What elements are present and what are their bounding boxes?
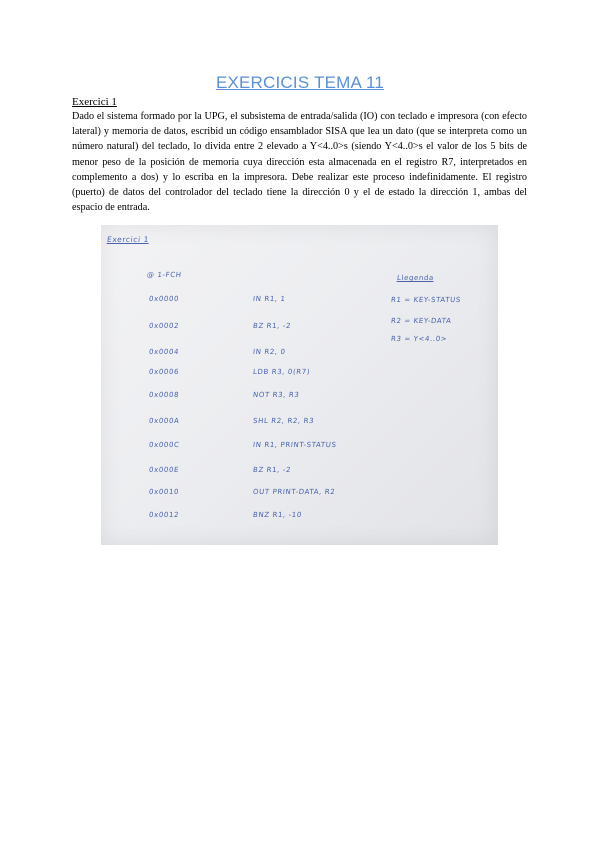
photo-instruction: BZ R1, -2: [252, 466, 292, 474]
photo-address: 0x000C: [148, 441, 180, 449]
photo-address: 0x0012: [148, 511, 180, 519]
photo-instruction: LDB R3, 0(R7): [252, 368, 311, 376]
photo-address: 0x0008: [148, 391, 180, 399]
photo-address: 0x0004: [148, 348, 180, 356]
photo-origin: @ 1-FCH: [146, 271, 183, 279]
handwritten-solution-photo: [101, 225, 498, 545]
photo-heading: Exercici 1: [106, 235, 150, 244]
photo-instruction: NOT R3, R3: [252, 391, 300, 399]
photo-instruction: SHL R2, R2, R3: [252, 417, 315, 425]
exercise-heading: Exercici 1: [72, 96, 117, 108]
legend-item: R1 = KEY-STATUS: [390, 296, 462, 304]
photo-address: 0x000A: [148, 417, 180, 425]
photo-instruction: OUT PRINT-DATA, R2: [252, 488, 336, 496]
legend-item: R3 = Y<4..0>: [390, 335, 448, 343]
photo-instruction: BZ R1, -2: [252, 322, 292, 330]
photo-instruction: IN R2, 0: [252, 348, 286, 356]
photo-instruction: IN R1, 1: [252, 295, 286, 303]
photo-instruction: IN R1, PRINT-STATUS: [252, 441, 337, 449]
photo-address: 0x0006: [148, 368, 180, 376]
photo-address: 0x0010: [148, 488, 180, 496]
photo-instruction: BNZ R1, -10: [252, 511, 303, 519]
photo-address: 0x0000: [148, 295, 180, 303]
exercise-statement: Dado el sistema formado por la UPG, el subsistema de entrada/salida (IO) con teclado e impresora (con efecto lateral) y memoria de datos, escribid un código ensamblador SISA que lea un dato (que se interpreta como un número natural) del teclado, lo divida entre 2 elevado a Y<4..0>s (siendo Y<4..0>s el valor de los 5 bits de menor peso de la posición de memoria cuya dirección esta almacenada en el registro R7, interpretados en complemento a dos) y lo escriba en la impresora. Debe realizar este proceso indefinidamente. El registro (puerto) de datos del controlador del teclado tiene la dirección 0 y el de estado la dirección 1, ambas del espacio de entrada.: [72, 111, 527, 214]
legend-item: R2 = KEY-DATA: [390, 317, 452, 325]
photo-address: 0x000E: [148, 466, 180, 474]
legend-title: Llegenda: [396, 274, 435, 282]
document-title: EXERCICIS TEMA 11: [215, 73, 385, 92]
photo-address: 0x0002: [148, 322, 180, 330]
